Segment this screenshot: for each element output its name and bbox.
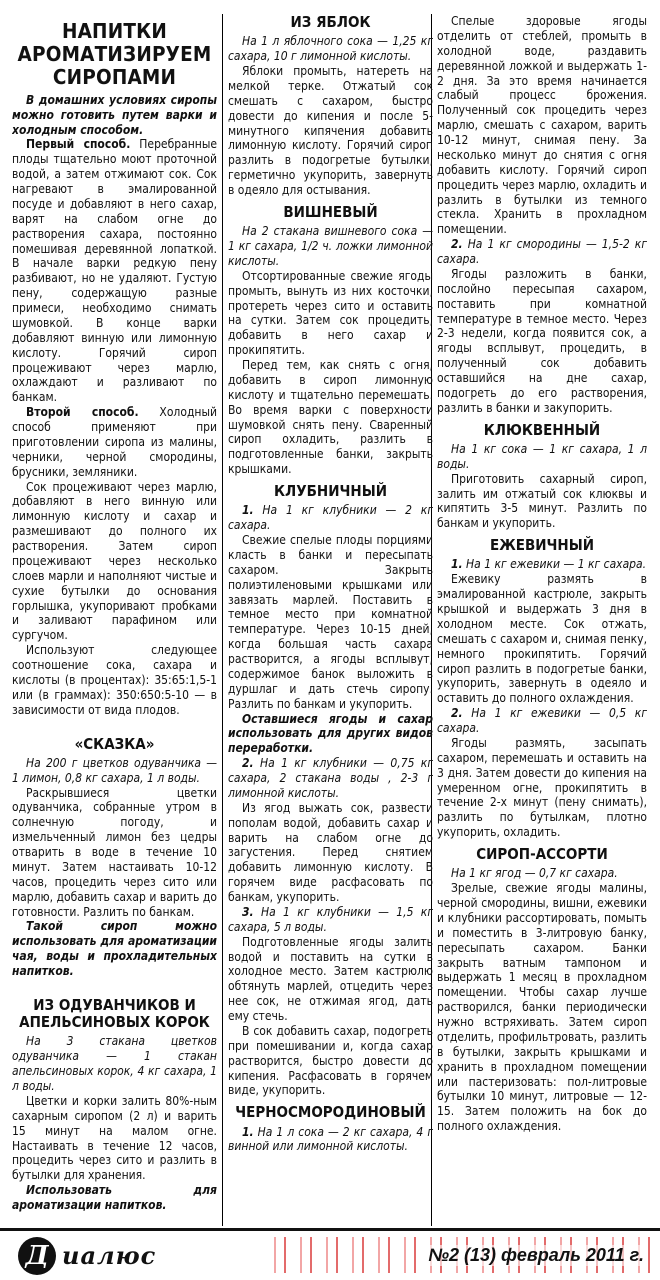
method-2-paragraph-3: Используют следующее соотношение сока, сахара и кислоты (в процентах): 35:65:1,5-1 или (в граммах): 350:650:5-10 — в зависимости от вида плодов. bbox=[12, 643, 217, 717]
recipe-ingredients bbox=[437, 557, 647, 572]
logo-mark: Д bbox=[18, 1237, 56, 1275]
variant-number: 1. bbox=[242, 503, 254, 518]
recipe-ingredients: На 2 стакана вишневого сока — 1 кг сахара, 1/2 ч. ложки лимонной кислоты. bbox=[228, 224, 433, 268]
issue-number: №2 (13) февраль 2011 г. bbox=[424, 1245, 648, 1266]
recipe-text: Отсортированные свежие ягоды промыть, вынуть из них косточки, протереть через сито и оставить на сутки. Затем сок процедить, добавить в него сахар и прокипятить. bbox=[228, 268, 433, 358]
article-title: НАПИТКИ АРОМАТИЗИРУЕМ СИРОПАМИ bbox=[17, 19, 212, 89]
recipe-text: Свежие спелые плоды порциями класть в банки и пересыпать сахаром. Закрыть полиэтиленовыми крышками или завязать марлей. Поставить в темное место при комнатной температуре. Через 10-15 дней, когда большая часть сахара растворится, а ягоды всплывут, содержимое банок выложить в дуршлаг и дать стечь сиропу. Разлить по банкам и укупорить. bbox=[228, 533, 433, 711]
recipe-text: Ежевику размять в эмалированной кастрюле, закрыть крышкой и выдержать 3 дня в холодном месте. Сок отжать, смешать с сахаром и, снимая пенку, немного прокипятить. Горячий сироп разлить в подогретые банки, укупорить, завернуть в одеяло и оставить до полного охлаждения. bbox=[437, 572, 647, 706]
ingredients-text: На 1 л сока — 2 кг сахара, 4 г винной или лимонной кислоты. bbox=[228, 1124, 433, 1154]
recipe-title-blackberry: ЕЖЕВИЧНЫЙ bbox=[489, 536, 595, 555]
recipe-ingredients bbox=[437, 706, 647, 736]
recipe-ingredients: На 3 стакана цветков одуванчика — 1 стакан апельсиновых корок, 4 кг сахара, 1 л воды. bbox=[12, 1034, 217, 1094]
recipe-ingredients: На 200 г цветков одуванчика — 1 лимон, 0,8 кг сахара, 1 л воды. bbox=[12, 755, 217, 785]
ingredients-text: На 1 кг клубники — 0,75 кг сахара, 2 стакана воды , 2-3 г лимонной кислоты. bbox=[228, 756, 433, 800]
column-left bbox=[12, 14, 217, 1213]
recipe-text: В сок добавить сахар, подогреть при помешивании и, когда сахар растворится, быстро довести до кипения. Расфасовать в горячем виде, укупорить. bbox=[228, 1023, 433, 1098]
recipe-title-cranberry: КЛЮКВЕННЫЙ bbox=[483, 420, 601, 439]
recipe-text: Цветки и корки залить 80%-ным сахарным сиропом (2 л) и варить 15 минут на малом огне. Настаивать в течение 12 часов, процедить через сито и разлить в бутылки для хранения. bbox=[12, 1093, 217, 1183]
recipe-text: Спелые здоровые ягоды отделить от стеблей, промыть в холодной воде, раздавить деревянной ложкой и выдержать 1-2 дня. За это время начинается слабый процесс брожения. Полученный сок процедить через марлю, смешать с сахаром, варить 10-12 минут, снимая пену. За несколько минут до снятия с огня добавить кислоту. Горячий сироп процедить через марлю, охладить и разлить в бутылки из темного стекла. Хранить в прохладном помещении. bbox=[437, 14, 647, 237]
variant-number: 2. bbox=[451, 237, 463, 252]
recipe-title-assorted: СИРОП-АССОРТИ bbox=[476, 845, 608, 863]
method-2-paragraph-2: Сок процеживают через марлю, добавляют в него винную или лимонную кислоту и сахар и размешивают до полного их растворения. Затем сироп процеживают через несколько слоев марли и наполняют чистые и сухие бутылки до основания горлышка, укупоривают пробками и заливают парафином или сургучом. bbox=[12, 479, 217, 643]
ingredients-text: На 1 кг клубники — 2 кг сахара. bbox=[228, 503, 433, 533]
recipe-text: Приготовить сахарный сироп, залить им отжатый сок клюквы и кипятить 3-5 минут. Разлить по банкам и укупорить. bbox=[437, 471, 647, 531]
recipe-ingredients bbox=[228, 503, 433, 533]
recipe-title-strawberry: КЛУБНИЧНЫЙ bbox=[274, 482, 387, 500]
recipe-text: Ягоды размять, засыпать сахаром, перемешать и оставить на 3 дня. Затем довести до кипения на умеренном огне, прокипятить в течение 2-х минут (пену снимать), разлить по бутылкам, плотно укупорить, охладить. bbox=[437, 735, 647, 840]
recipe-text: Яблоки промыть, натереть на мелкой терке. Отжатый сок смешать с сахаром, быстро довести до кипения и после 5-минутного кипячения добавить лимонную кислоту. Горячий сироп разлить в подогретые бутылки, герметично укупорить, завернуть в одеяло для остывания. bbox=[228, 64, 433, 197]
recipe-ingredients: На 1 кг ягод — 0,7 кг сахара. bbox=[451, 866, 618, 881]
recipe-title-cherry: ВИШНЕВЫЙ bbox=[283, 202, 378, 221]
recipe-text: Перед тем, как снять с огня, добавить в сироп лимонную кислоту и тщательно перемешать. Во время варки с поверхности шумовкой снять пену. Сваренный сироп охладить, разлить в подготовленные банки, закрыть крышками. bbox=[228, 358, 433, 477]
recipe-title-dandelion: ИЗ ОДУВАНЧИКОВ И АПЕЛЬСИНОВЫХ КОРОК bbox=[19, 995, 210, 1032]
method-2-text: Холодный способ применяют при приготовлении сиропа из малины, черники, черной смородины, брусники, земляники. bbox=[12, 405, 217, 479]
method-1-paragraph bbox=[12, 137, 217, 405]
recipe-ingredients bbox=[437, 237, 647, 267]
column-divider bbox=[222, 14, 223, 1226]
recipe-title-blackcurrant: ЧЕРНОСМОРОДИНОВЫЙ bbox=[235, 1103, 426, 1122]
recipe-title-skazka: «СКАЗКА» bbox=[74, 734, 155, 753]
method-2-label: Второй способ. bbox=[26, 405, 139, 420]
column-right bbox=[437, 14, 647, 1134]
method-2-paragraph bbox=[12, 405, 217, 479]
ingredients-text: На 1 кг клубники — 1,5 кг сахара, 5 л воды. bbox=[228, 904, 433, 934]
recipe-text: Зрелые, свежие ягоды малины, черной смородины, вишни, ежевики и клубники рассортировать, помыть и поместить в 3-литровую банку, пересыпать сахаром. Банки закрыть ватным тампоном и выдержать 1 месяц в прохладном помещении. Чтобы сахар лучше растворился, банки периодически нужно встряхивать. Затем сироп отделить, профильтровать, разлить в бутылки, закрыть крышками и хранить в прохладном помещении или пастеризовать: пол-литровые бутылки 10 минут, литровые — 12-15. Затем положить на бок до полного охлаждения. bbox=[437, 881, 647, 1134]
recipe-ingredients bbox=[228, 1125, 433, 1155]
variant-number: 1. bbox=[451, 557, 463, 572]
recipe-text: Подготовленные ягоды залить водой и поставить на сутки в холодное место. Затем кастрюлю обтянуть марлей, отцедить через нее сок, не отжимая ягод, дать ему стечь. bbox=[228, 934, 433, 1023]
recipe-note: Такой сироп можно использовать для ароматизации чая, воды и прохладительных напитков. bbox=[12, 919, 217, 979]
recipe-note: Оставшиеся ягоды и сахар использовать для других видов переработки. bbox=[228, 711, 433, 756]
recipe-ingredients bbox=[228, 905, 433, 935]
ingredients-text: На 1 кг смородины — 1,5-2 кг сахара. bbox=[437, 237, 647, 266]
method-1-label: Первый способ. bbox=[26, 137, 131, 152]
method-1-text: Перебранные плоды тщательно моют проточной водой, а затем отжимают сок. Сок нагревают в эмалированной посуде и добавляют в него сахар, варят на слабом огне до растворения сахара, постоянно помешивая деревянной лопаткой. В начале варки редкую пену разбивают, но не удаляют. Густую пену, содержащую разные примеси, необходимо снимать шумовкой. В конце варки добавляют винную или лимонную кислоту. Горячий сироп процеживают через марлю, охлаждают и разливают по банкам. bbox=[12, 137, 217, 405]
variant-number: 2. bbox=[451, 706, 463, 721]
recipe-note: Использовать для ароматизации напитков. bbox=[12, 1183, 217, 1213]
ingredients-text: На 1 кг ежевики — 1 кг сахара. bbox=[462, 557, 647, 572]
recipe-ingredients: На 1 кг сока — 1 кг сахара, 1 л воды. bbox=[437, 441, 647, 471]
recipe-text: Раскрывшиеся цветки одуванчика, собранные утром в солнечную погоду, и измельченный лимон без цедры отварить в воде в течение 10 минут. Затем настаивать 10-12 часов, процедить через сито или марлю, добавить сахар и варить до готовности. Разлить по банкам. bbox=[12, 785, 217, 919]
column-middle bbox=[228, 14, 433, 1154]
variant-number: 3. bbox=[242, 904, 254, 919]
recipe-text: Из ягод выжать сок, развести пополам водой, добавить сахар и варить на слабом огне до загустения. Перед снятием добавить лимонную кислоту. В горячем виде расфасовать по банкам, укупорить. bbox=[228, 800, 433, 904]
ingredients-text: На 1 кг ежевики — 0,5 кг сахара. bbox=[437, 706, 647, 735]
publication-logo bbox=[18, 1237, 168, 1275]
recipe-title-apple: ИЗ ЯБЛОК bbox=[290, 14, 371, 31]
variant-number: 1. bbox=[242, 1124, 254, 1139]
page-footer bbox=[0, 1228, 660, 1280]
recipe-ingredients bbox=[228, 756, 433, 801]
intro-paragraph: В домашних условиях сиропы можно готовить путем варки и холодным способом. bbox=[12, 92, 217, 137]
logo-text: иалюс bbox=[62, 1241, 157, 1270]
variant-number: 2. bbox=[242, 756, 254, 771]
recipe-ingredients: На 1 л яблочного сока — 1,25 кг сахара, 10 г лимонной кислоты. bbox=[228, 34, 433, 64]
recipe-text: Ягоды разложить в банки, послойно пересыпая сахаром, поставить при комнатной температуре в темное место. Через 2-3 недели, когда появится сок, а ягоды всплывут, процедить, в полученный сок добавить оставшийся на дне сахар, подогреть до его растворения, разлить в банки и закупорить. bbox=[437, 266, 647, 415]
